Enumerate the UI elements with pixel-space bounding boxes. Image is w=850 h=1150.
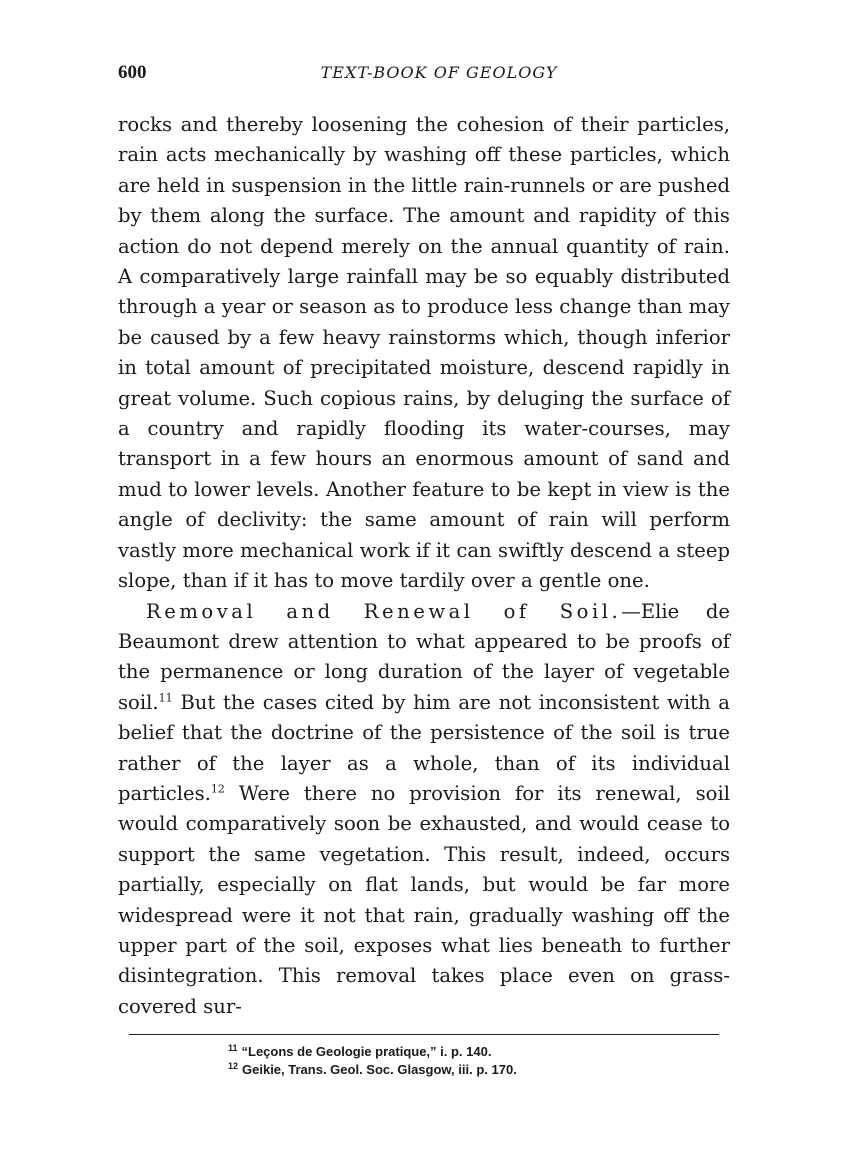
paragraph-soil-text-b: But the cases cited by him are not inconsistent with a belief that the doctrine of the persistence of the soil is true rather of the layer as a whole, than of its individual particles. xyxy=(118,690,730,805)
paragraph-soil-text-c: Were there no provision for its renewal, soil would comparatively soon be exhausted, and would cease to support the same vegetation. This result, indeed, occurs partially, especially on flat lands, but would be far more widespread were it not that rain, gradually washing off the upper part of the soil, exposes what lies beneath to further disintegration. This removal takes place even on grass-covered sur- xyxy=(118,781,730,1018)
footnote-rule xyxy=(129,1034,719,1035)
footnote-mark: 11 xyxy=(228,1042,238,1053)
footnote-ref-12[interactable]: 12 xyxy=(210,782,225,796)
footnote-mark: 12 xyxy=(228,1060,239,1071)
book-page xyxy=(118,62,730,1122)
paragraph-soil-text-a: —Elie de Beaumont drew attention to what appeared to be proofs of the permanence or long duration of the layer of vegetable soil. xyxy=(118,599,730,714)
paragraph-continued: rocks and thereby loosening the cohesion of their particles, rain acts mechanically by washing off these particles, which are held in suspension in the little rain-runnels or are pushed by them along the surface. The amount and rapidity of this action do not depend merely on the annual quantity of rain. A comparatively large rainfall may be so equably distributed through a year or season as to produce less change than may be caused by a few heavy rainstorms which, though inferior in total amount of precipitated moisture, descend rapidly in great volume. Such copious rains, by deluging the surface of a country and rapidly flooding its water-courses, may transport in a few hours an enormous amount of sand and mud to lower levels. Another feature to be kept in view is the angle of declivity: the same amount of rain will perform vastly more mechanical work if it can swiftly descend a steep slope, than if it has to move tardily over a gentle one. xyxy=(118,113,730,593)
paragraph-soil xyxy=(118,597,730,1023)
footnote-item xyxy=(228,1043,730,1061)
body-text xyxy=(118,110,730,1022)
footnotes xyxy=(118,1043,730,1079)
running-title: TEXT-BOOK OF GEOLOGY xyxy=(320,63,558,82)
footnote-text: “Leçons de Geologie pratique,” i. p. 140. xyxy=(241,1044,492,1060)
footnote-text: Geikie, Trans. Geol. Soc. Glasgow, iii. p. 170. xyxy=(242,1062,517,1078)
running-head xyxy=(118,62,730,92)
section-heading: Removal and Renewal of Soil. xyxy=(146,599,622,623)
footnote-ref-11[interactable]: 11 xyxy=(158,691,173,705)
footnote-item xyxy=(228,1061,730,1079)
page-number: 600 xyxy=(118,62,147,83)
